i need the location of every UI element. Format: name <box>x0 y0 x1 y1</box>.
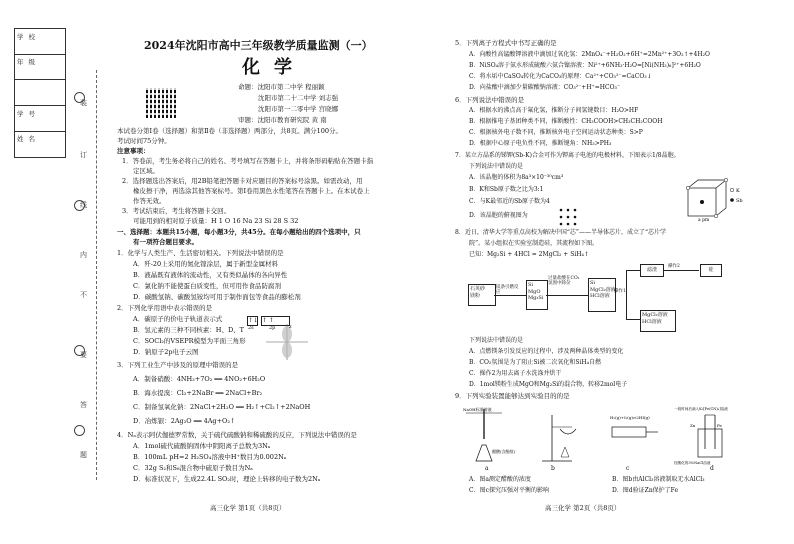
question-option: D．冶炼银：2Ag₂O ══ 4Ag+O₂↑ <box>133 417 236 425</box>
flow-box-filtrate: MgCl₂溶液 HCl溶液 <box>640 310 676 332</box>
binding-hole <box>74 425 85 436</box>
svg-text:经酸化的3%NaCl溶液: 经酸化的3%NaCl溶液 <box>674 461 711 465</box>
question-option: A．碳原子的价电子轨道表示式 <box>133 315 223 323</box>
intro-line: 定区域。 <box>133 167 159 175</box>
question-option: C．氯化钠不能使蛋白质变性，但可用作食品防腐剂 <box>133 282 281 290</box>
question-option: C．根据核外电子数不同，推断核外电子空间运动状态种类：S>P <box>469 129 643 136</box>
school-field[interactable]: 学校 <box>15 29 65 55</box>
grade-field[interactable]: 年级 <box>15 54 65 80</box>
intro-line: 考试时间75分钟。 <box>117 137 171 145</box>
binding-mark: 线 <box>80 201 87 209</box>
question-option: B．海水提溴：Cl₂+2NaBr ══ 2NaCl+Br₂ <box>133 389 263 397</box>
intro-line: 橡皮擦干净，再选涂其他答案标号。第Ⅰ卷用黑色水性笔答在答题卡上。在本试卷上 <box>133 187 370 195</box>
question-option: A．歼-20上采用的氮化镓涂层，属于新型金属材料 <box>133 260 279 268</box>
question-option: C．与K最邻近的Sb原子数为4 <box>469 198 550 205</box>
intro-line: 有一项符合题目要求。 <box>133 238 198 246</box>
question-option: D．碳酸氢钠、碳酸氢铵均可用于制作面包等食品的膨松剂 <box>133 293 301 301</box>
question-option: B．100mL pH=2 H₂SO₄溶液中H⁺数目为0.002Nₐ <box>133 453 287 461</box>
question-stem: 下列说法中错误的是 <box>469 337 524 344</box>
question-option: C．图c探究压强对平衡的影响 <box>469 487 549 494</box>
student-info-box <box>14 28 66 158</box>
flow-box-slurry: Si MgCl₂溶液 HCl溶液 <box>588 278 616 312</box>
question-option: C．制备氢氧化钠：2NaCl+2H₂O ══ H₂↑+Cl₂↑+2NaOH <box>133 403 311 411</box>
question-option: B．液晶既有液体的流动性，又有类似晶体的各向异性 <box>133 271 288 279</box>
apparatus-figure <box>462 405 747 467</box>
author-line: 命题：沈阳市第二中学 程丽颖 <box>238 83 325 91</box>
question-stem: 下列说法中错误的是 <box>469 163 524 170</box>
intro-line: 本试卷分第Ⅰ卷（选择题）和第Ⅱ卷（非选择题）两部分，共8页。满分100分。 <box>117 127 343 135</box>
question-stem: 8．近日，清华大学等重点高校为解决中国“芯”——半导体芯片，成立了“芯片学 <box>455 229 667 236</box>
svg-text:Zn: Zn <box>690 423 696 428</box>
question-option: A．1mol硫代硫酸钠固体中阴阳离子总数为3Nₐ <box>133 442 271 450</box>
question-option: D．钠原子2p电子云图 <box>133 348 199 356</box>
electron-cloud-diagram <box>262 322 312 362</box>
question-option: A．图a测定醋酸的浓度 <box>469 476 531 483</box>
question-stem: 9．下列实验装置能够达到实验目的的是 <box>455 392 570 400</box>
flow-box-residue: 滤渣 <box>640 264 664 277</box>
question-option: A．该晶胞的体积为8a³×10⁻³⁰cm³ <box>469 174 564 181</box>
question-option: B．氢元素的三种不同核素：H、D、T <box>133 326 244 334</box>
student-id-field[interactable]: 学号 <box>15 106 65 132</box>
question-stem: 2．下列化学用语中表示错误的是 <box>117 304 213 312</box>
figure-label-c: c <box>626 465 630 472</box>
question-stem: 4．Nₐ表示阿伏伽德罗常数，关于硫代硫酸钠和稀硫酸的反应，下列说法中错误的是 <box>117 431 357 439</box>
question-stem: 5．下列离子方程式中书写正确的是 <box>455 39 557 47</box>
binding-mark: 要 <box>80 351 87 359</box>
question-option: C．操作2为用去离子水洗涤并烘干 <box>469 370 562 377</box>
question-option: A．点燃镁条引发反应的过程中，涉及两种晶体类型的变化 <box>469 348 624 355</box>
svg-text:z: z <box>289 324 292 330</box>
crystal-cell-diagram <box>686 178 748 222</box>
question-stem: 6．下列说法中错误的是 <box>455 96 525 104</box>
question-option: C．32g S₂和S₈混合物中硫原子数目为Nₐ <box>133 464 253 472</box>
binding-mark: 答 <box>80 401 87 409</box>
flow-box-raw-material: 石英砂 镁粉 <box>468 284 496 306</box>
figure-label-a: a <box>485 465 489 472</box>
question-option: B．图b由AlCl₃溶液制取无水AlCl₃ <box>612 476 705 483</box>
author-line: 沈阳市第一二零中学 宫晓娜 <box>258 105 339 113</box>
question-option: A．向酸性高锰酸钾溶液中滴加过氧化氢：2MnO₄⁻+H₂O₂+6H⁺=2Mn²⁺+3O₂↑+4H₂O <box>469 51 710 58</box>
svg-text:Fe: Fe <box>717 423 722 428</box>
question-option: D．向盐酸中滴加少量碳酸钠溶液：CO₃²⁻+H⁺=HCO₃⁻ <box>469 84 621 91</box>
question-option: D．根据中心原子电负性不同，推断键角：NH₃>PH₃ <box>469 140 612 147</box>
question-stem: 3．下列工业生产中涉及的原理中错误的是 <box>117 361 239 369</box>
page-footer-right: 高三化学 第2页（共8页） <box>545 504 621 512</box>
binding-mark: 题 <box>80 451 87 459</box>
binding-mark: 不 <box>80 291 87 299</box>
intro-line: 一、选择题：本题共15小题，每小题3分，共45分。在每小题给出的四个选项中，只 <box>117 228 361 236</box>
svg-text:Sb: Sb <box>736 198 743 204</box>
question-stem: 已知：Mg₂Si + 4HCl = 2MgCl₂ + SiH₄↑ <box>469 251 589 258</box>
question-option: A．根据水的沸点高于氟化氢，推断分子间氢键数目：H₂O>HF <box>469 107 639 114</box>
intro-line: 3．考试结束后，考生将答题卡交回。 <box>122 207 231 215</box>
svg-text:醋酸(含酚酞): 醋酸(含酚酞) <box>492 449 516 454</box>
binding-mark: 内 <box>80 251 87 259</box>
qr-code <box>146 88 176 118</box>
question-option: C．SOCl₂的VSEPR模型为平面三角形 <box>133 337 246 345</box>
author-line: 沈阳市第二十二中学 刘志强 <box>258 94 339 102</box>
question-option: A．制备硝酸：4NH₃+7O₂ ══ 4NO₂+6H₂O <box>133 375 266 383</box>
flow-box-mixture: Si MgO Mg₂Si <box>526 280 548 310</box>
question-stem: 7．某立方晶系的锑钾(Sb-K)合金可作为钾离子电池的电极材料，下图表示1/8晶胞。 <box>455 152 680 159</box>
svg-text:a pm: a pm <box>698 218 710 222</box>
figure-label-d: d <box>710 465 714 472</box>
svg-text:NaOH标准溶液: NaOH标准溶液 <box>463 407 492 412</box>
exam-title: 2024年沈阳市高中三年级教学质量监测（一） <box>144 39 373 52</box>
intro-line: 1．答卷前，考生务必将自己的姓名、考号填写在答题卡上，并将条形码粘贴在答题卡指 <box>122 157 374 165</box>
figure-label-b: b <box>551 465 555 472</box>
svg-text:K: K <box>736 188 740 194</box>
question-option: B．K和Sb原子数之比为3:1 <box>469 186 544 193</box>
intro-line: 作答无效。 <box>133 197 166 205</box>
name-field[interactable]: 姓名 <box>17 135 40 143</box>
question-stem: 1．化学与人类生产、生活密切相关。下列说法中错误的是 <box>117 249 284 257</box>
author-line: 审题：沈阳市教育研究院 黄 南 <box>238 116 327 124</box>
intro-line: 2．选择题选出答案后，用2B铅笔把答题卡对应题目的答案标号涂黑。如需改动，用 <box>122 177 363 185</box>
binding-margin <box>0 0 106 544</box>
question-option: D．图d验证Zn保护了Fe <box>612 487 679 494</box>
top-view-diagram <box>558 207 578 227</box>
intro-line: 可能用到的相对原子质量：H 1 O 16 Na 23 Si 28 S 32 <box>133 217 299 225</box>
question-option: D．该晶胞的俯视图为 <box>469 212 528 219</box>
question-option: B．根据推电子基团种类不同，推断酸性：CH₃COOH>CH₃CH₂COOH <box>469 118 663 125</box>
flow-box-silicon: 硅 <box>700 264 722 277</box>
subject-title: 化学 <box>242 57 306 78</box>
question-option: D．1mol镁粉生成MgO和Mg₂Si的混合物，转移2mol电子 <box>469 381 628 388</box>
question-option: D．标准状况下，生成22.4L SO₂时，理论上转移的电子数为2Nₐ <box>133 475 321 483</box>
page-footer-left: 高三化学 第1页（共8页） <box>210 504 286 512</box>
intro-line: 注意事项： <box>117 147 150 155</box>
svg-text:一段时间后滴入K₃[Fe(CN)₆]溶液: 一段时间后滴入K₃[Fe(CN)₆]溶液 <box>674 407 728 411</box>
binding-line <box>96 70 97 480</box>
question-option: B．CO₂氛围是为了阻止Si被二次氧化和SiH₄自燃 <box>469 359 602 366</box>
binding-mark: 订 <box>80 151 87 159</box>
question-option: B．NiSO₄溶于氨水形成硫酸六氨合镍溶液：Ni²⁺+6NH₃·H₂O=[Ni(NH₃)₆]²⁺+6H₂O <box>469 62 701 69</box>
process-flowchart: 石英砂 镁粉 镁条引燃反应 Si MgO Mg₂Si 过量盐酸在CO₂氛围中除杂 Si MgCl₂溶液 HCl溶液 操作1 滤渣 操作2 硅 MgCl₂溶液 HCl溶液 <box>468 262 743 332</box>
question-stem: 院”。某小组拟在实验室制造硅，其流程如下图。 <box>469 240 599 247</box>
svg-text:H₂(g)+I₂(g)⇌2HI(g): H₂(g)+I₂(g)⇌2HI(g) <box>610 415 650 420</box>
blank-field <box>15 79 65 106</box>
question-option: C．将水垢中CaSO₄转化为CaCO₃的原理：Ca²⁺+CO₃²⁻=CaCO₃↓ <box>469 73 652 80</box>
binding-mark: 装 <box>80 99 87 107</box>
